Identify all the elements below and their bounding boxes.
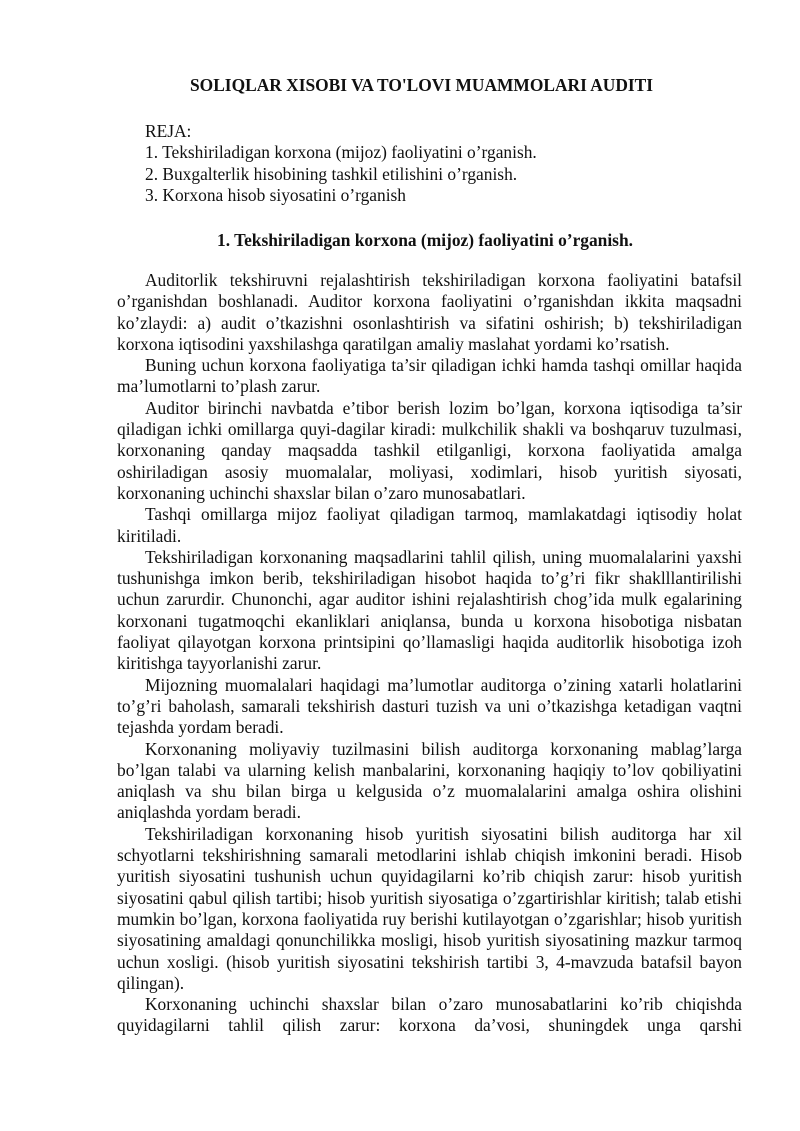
plan-item: 3. Korxona hisob siyosatini o’rganish [145, 184, 407, 205]
plan-list [145, 121, 745, 206]
document-title: SOLIQLAR XISOBI VA TO'LOVI MUAMMOLARI AUDITI [190, 75, 654, 95]
plan-item: 2. Buxgalterlik hisobining tashkil etilishini o’rganish. [145, 163, 518, 184]
paragraph: Mijozning muomalalari haqidagi ma’lumotlar auditorga o’zining xatarli holatlarini to’g’ri baholash, samarali tekshirish dasturi tuzish va uni o’tkazishga ketadigan vaqtni tejashda yordam beradi. [117, 674, 742, 738]
paragraph: Tekshiriladigan korxonaning hisob yuritish siyosatini bilish auditorga har xil schyotlarni tekshirishning samarali metodlarini ishlab chiqish imkonini beradi. Hisob yuritish siyosatini tushunish uchun quyidagilarni ko’rib chiqish zarur: hisob yuritish siyosatini qabul qilish tartibi; hisob yuritish siyosatiga o’zgartirishlar kiritish; talab etishi mumkin bo’lgan, korxona faoliyatida ruy berishi kutilayotgan o’zgarishlar; hisob yuritish siyosatining amaldagi qonunchilikka mosligi, hisob yuritish siyosatining mazkur tarmoq uchun xosligi. (hisob yuritish siyosatini tekshirish tartibi 3, 4-mavzuda batafsil bayon qilingan). [117, 823, 742, 993]
plan-heading: REJA: [145, 121, 192, 141]
paragraph: Korxonaning uchinchi shaxslar bilan o’zaro munosabatlarini ko’rib chiqishda quyidagilarni tahlil qilish zarur: korxona da’vosi, shuningdek unga qarshi [117, 994, 742, 1036]
section-heading: 1. Tekshiriladigan korxona (mijoz) faoliyatini o’rganish. [217, 230, 633, 250]
paragraph: Auditor birinchi navbatda e’tibor berish lozim bo’lgan, korxona iqtisodiga ta’sir qiladigan ichki omillarga quyi-dagilar kiradi: mulkchilik shakli va boshqaruv tuzulmasi, korxonaning qanday maqsadda tashkil etilganligi, korxona faoliyatida amalga oshiriladigan asosiy muomalalar, moliyasi, xodimlari, hisob yuritish siyosati, korxonaning uchinchi shaxslar bilan o’zaro munosabatlari. [117, 397, 742, 503]
body-text [117, 270, 742, 1037]
paragraph: Tashqi omillarga mijoz faoliyat qiladigan tarmoq, mamlakatdagi iqtisodiy holat kiritiladi. [117, 504, 742, 546]
paragraph: Auditorlik tekshiruvni rejalashtirish tekshiriladigan korxona faoliyatini batafsil o’rganishdan boshlanadi. Auditor korxona faoliyatini o’rganishdan ikkita maqsadni ko’zlaydi: a) audit o’tkazishni osonlashtirish va sifatini oshirish; b) tekshiriladigan korxona iqtisodini yaxshilashga qaratilgan amaliy maslahat yordami ko’rsatish. [117, 270, 742, 354]
paragraph: Buning uchun korxona faoliyatiga ta’sir qiladigan ichki hamda tashqi omillar haqida ma’lumotlarni to’plash zarur. [117, 355, 742, 397]
plan-item: 1. Tekshiriladigan korxona (mijoz) faoliyatini o’rganish. [145, 142, 537, 163]
paragraph: Korxonaning moliyaviy tuzilmasini bilish auditorga korxonaning mablag’larga bo’lgan talabi va ularning kelish manbalarini, korxonaning haqiqiy to’lov qobiliyatini aniqlash va shu bilan birga u kelgusida o’z muomalalarini amalga oshira olishini aniqlashda yordam beradi. [117, 738, 742, 823]
paragraph: Tekshiriladigan korxonaning maqsadlarini tahlil qilish, uning muomalalarini yaxshi tushunishga imkon berib, tekshiriladigan hisobot haqida to’g’ri fikr shaklllantirilishi uchun zarurdir. Chunonchi, agar auditor ishini rejalashtirish chog’ida mulk egalarining korxonani tugatmoqchi ekanliklari aniqlansa, bunda u korxona hisobotiga nisbatan faoliyat qilayotgan korxona printsipini qo’llamasligi haqida auditorlik hisobotiga izoh kiritishga tayyorlanishi zarur. [117, 546, 742, 674]
